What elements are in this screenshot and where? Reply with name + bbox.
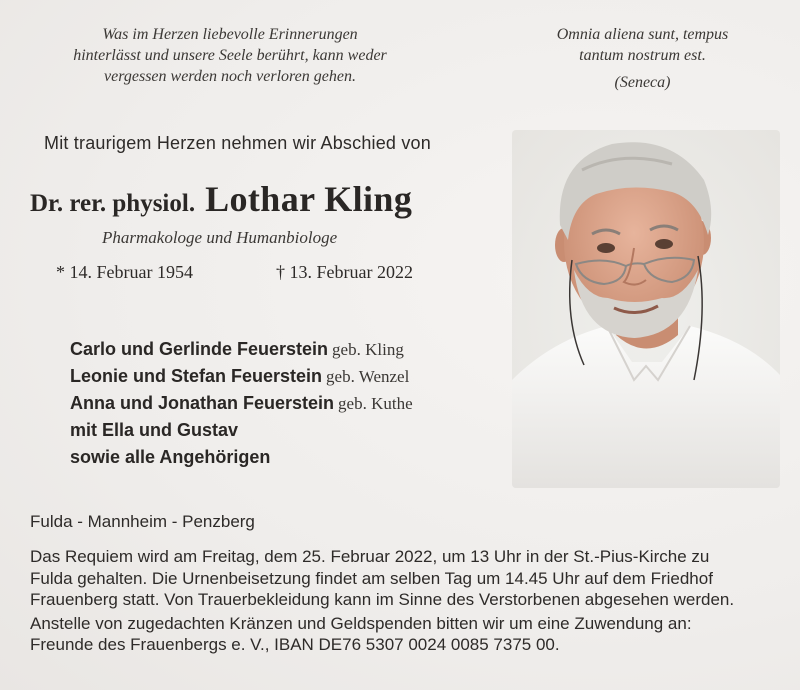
notice-line: Anstelle von zugedachten Kränzen und Geldspenden bitten wir um eine Zuwendung an: <box>30 613 692 633</box>
mourner-row <box>70 390 413 417</box>
profession: Pharmakologe und Humanbiologe <box>102 228 338 247</box>
maiden-name: geb. Kling <box>332 340 404 359</box>
academic-title: Dr. rer. physiol. <box>30 190 196 217</box>
mourner-names: sowie alle Angehörigen <box>70 447 271 467</box>
notice-line: Fulda gehalten. Die Urnenbeisetzung findet am selben Tag um 14.45 Uhr auf dem Friedhof <box>30 568 713 588</box>
notice-line: Das Requiem wird am Freitag, dem 25. Februar 2022, um 13 Uhr in der St.-Pius-Kirche zu <box>30 547 710 566</box>
farewell-text: Mit traurigem Herzen nehmen wir Abschied von <box>44 133 431 153</box>
deceased-name: Lothar Kling <box>205 179 413 219</box>
quote-left-line: Was im Herzen liebevolle Erinnerungen <box>102 26 358 43</box>
portrait-illustration <box>512 130 780 488</box>
mourners-list <box>70 336 413 471</box>
mourner-row <box>70 444 413 471</box>
places: Fulda - Mannheim - Penzberg <box>30 512 255 531</box>
mourner-names: Carlo und Gerlinde Feuerstein <box>70 339 329 359</box>
deceased-name-line <box>30 178 412 220</box>
quote-right-line: Omnia aliena sunt, tempus <box>556 26 729 43</box>
mourner-names: Anna und Jonathan Feuerstein <box>70 393 335 413</box>
death-date: † 13. Februar 2022 <box>276 262 413 282</box>
mourner-row <box>70 363 413 390</box>
notice-line: Freunde des Frauenbergs e. V., IBAN DE76 5307 0024 0085 7375 00. <box>30 635 560 654</box>
quote-left-line: hinterlässt und unsere Seele berührt, kann weder <box>73 47 387 64</box>
service-notice <box>30 546 778 656</box>
quote-left <box>30 24 430 87</box>
maiden-name: geb. Wenzel <box>326 367 410 386</box>
birth-date: * 14. Februar 1954 <box>56 262 193 282</box>
quote-right <box>520 24 765 93</box>
maiden-name: geb. Kuthe <box>338 394 413 413</box>
mourner-names: mit Ella und Gustav <box>70 420 239 440</box>
quote-left-line: vergessen werden noch verloren gehen. <box>104 68 356 85</box>
mourner-row <box>70 417 413 444</box>
notice-line: Frauenberg statt. Von Trauerbekleidung kann im Sinne des Verstorbenen abgesehen werden. <box>30 590 735 609</box>
portrait-photo <box>512 130 780 488</box>
mourner-names: Leonie und Stefan Feuerstein <box>70 366 323 386</box>
quote-right-line: tantum nostrum est. <box>579 47 706 64</box>
quote-source: (Seneca) <box>614 74 671 91</box>
mourner-row <box>70 336 413 363</box>
